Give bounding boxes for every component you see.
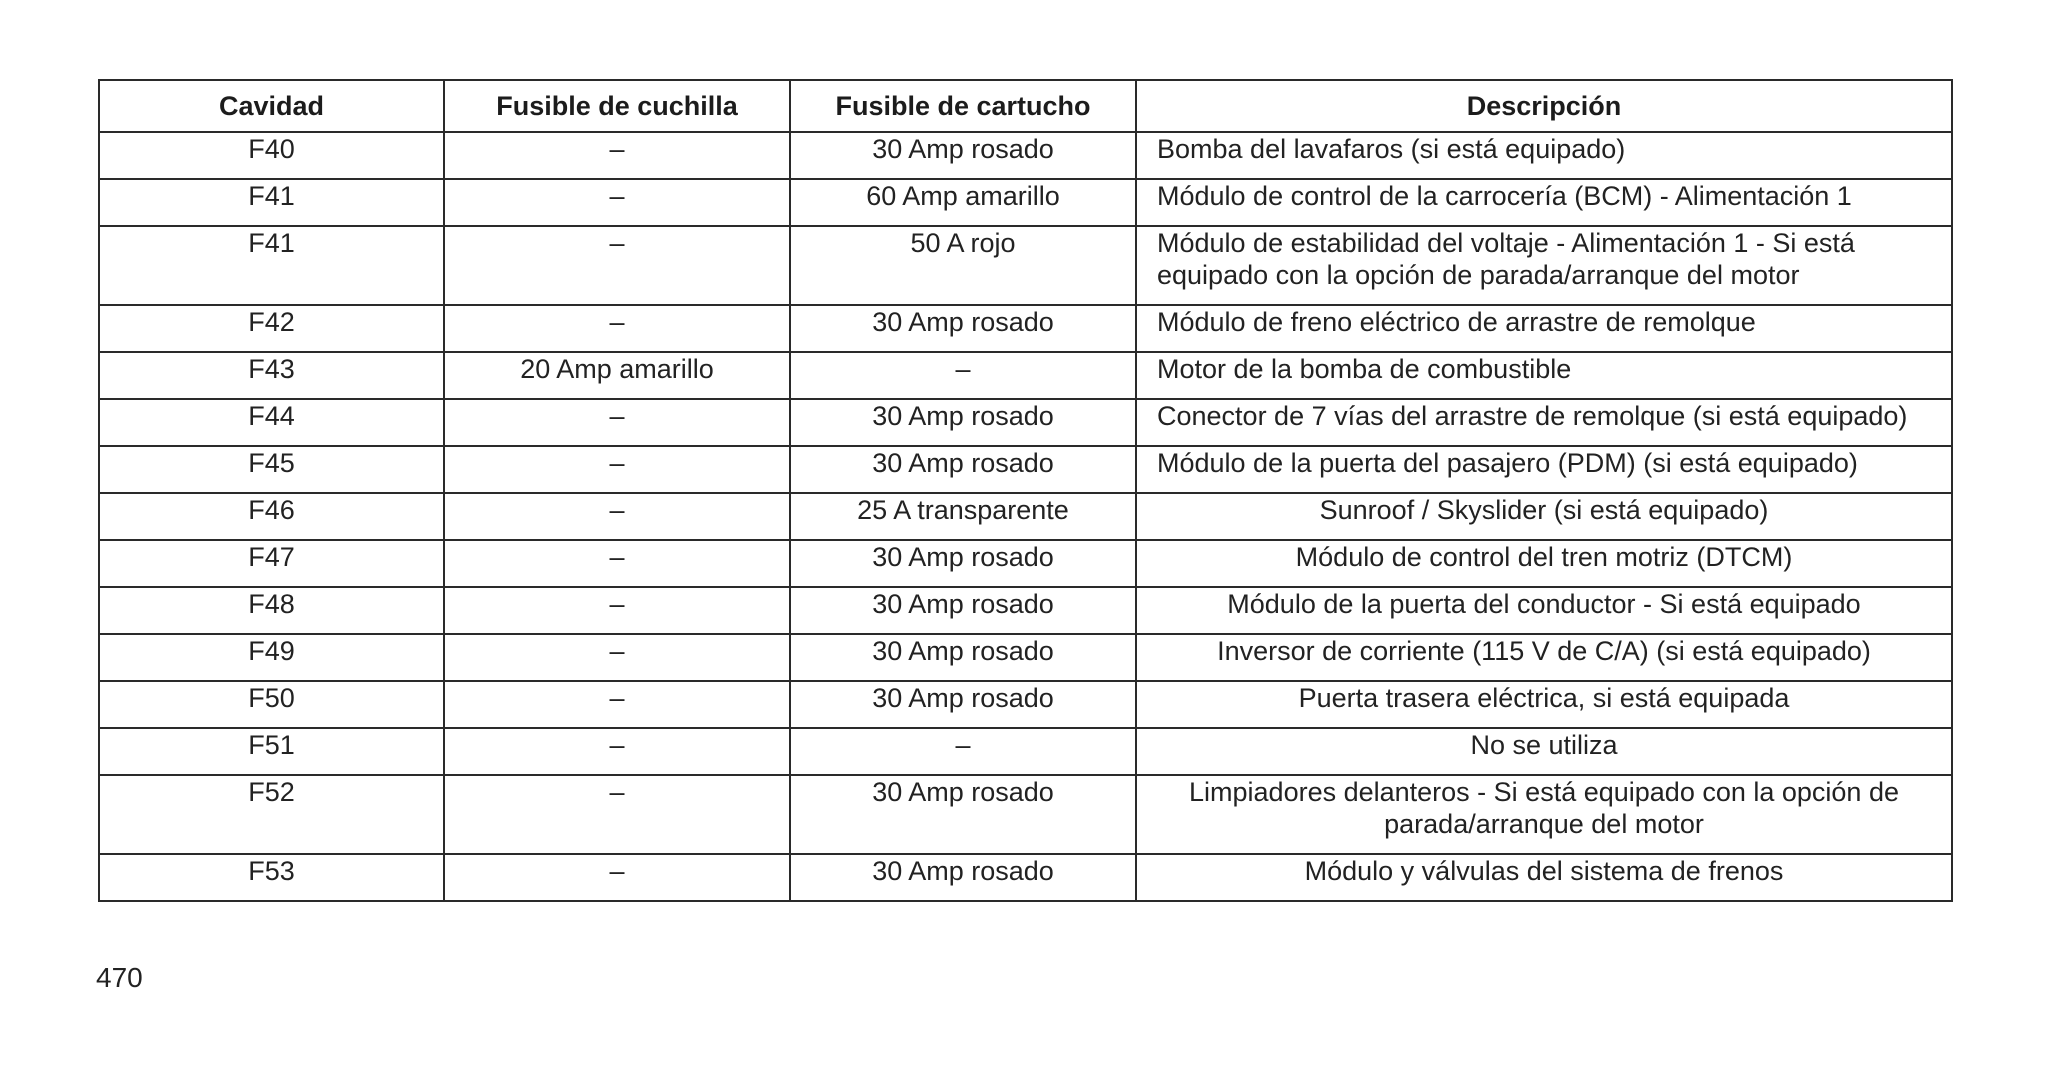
blade-fuse-cell: – [444,179,790,226]
cartridge-fuse-cell: 30 Amp rosado [790,540,1136,587]
cavity-cell: F44 [99,399,444,446]
cavity-cell: F41 [99,226,444,305]
cavity-cell: F49 [99,634,444,681]
table-row [99,305,1952,352]
cavity-cell: F48 [99,587,444,634]
blade-fuse-cell: – [444,493,790,540]
cartridge-fuse-cell: – [790,728,1136,775]
cartridge-fuse-cell: 30 Amp rosado [790,446,1136,493]
table-row [99,493,1952,540]
cavity-cell: F53 [99,854,444,901]
fuse-table [98,79,1953,902]
description-cell: Módulo de control del tren motriz (DTCM) [1136,540,1952,587]
table-row [99,681,1952,728]
description-cell: Módulo y válvulas del sistema de frenos [1136,854,1952,901]
table-row [99,446,1952,493]
blade-fuse-cell: – [444,681,790,728]
header-cavity: Cavidad [99,80,444,132]
cartridge-fuse-cell: 30 Amp rosado [790,305,1136,352]
header-cartridge-fuse: Fusible de cartucho [790,80,1136,132]
cartridge-fuse-cell: 30 Amp rosado [790,399,1136,446]
blade-fuse-cell: – [444,728,790,775]
blade-fuse-cell: – [444,446,790,493]
description-cell: Módulo de estabilidad del voltaje - Alimentación 1 - Si está equipado con la opción de parada/arranque del motor [1136,226,1952,305]
description-cell: No se utiliza [1136,728,1952,775]
description-cell: Sunroof / Skyslider (si está equipado) [1136,493,1952,540]
cartridge-fuse-cell: 30 Amp rosado [790,634,1136,681]
description-cell: Motor de la bomba de combustible [1136,352,1952,399]
description-cell: Limpiadores delanteros - Si está equipado con la opción de parada/arranque del motor [1136,775,1952,854]
blade-fuse-cell: – [444,132,790,179]
blade-fuse-cell: – [444,634,790,681]
cavity-cell: F50 [99,681,444,728]
cartridge-fuse-cell: 30 Amp rosado [790,132,1136,179]
description-cell: Inversor de corriente (115 V de C/A) (si está equipado) [1136,634,1952,681]
description-cell: Módulo de la puerta del pasajero (PDM) (si está equipado) [1136,446,1952,493]
blade-fuse-cell: – [444,854,790,901]
blade-fuse-cell: – [444,540,790,587]
cartridge-fuse-cell: 25 A transparente [790,493,1136,540]
header-blade-fuse: Fusible de cuchilla [444,80,790,132]
table-row [99,728,1952,775]
page-number: 470 [96,962,143,993]
cartridge-fuse-cell: – [790,352,1136,399]
cartridge-fuse-cell: 30 Amp rosado [790,854,1136,901]
cavity-cell: F45 [99,446,444,493]
blade-fuse-cell: – [444,305,790,352]
table-row [99,587,1952,634]
cartridge-fuse-cell: 30 Amp rosado [790,681,1136,728]
description-cell: Bomba del lavafaros (si está equipado) [1136,132,1952,179]
description-cell: Puerta trasera eléctrica, si está equipada [1136,681,1952,728]
cartridge-fuse-cell: 30 Amp rosado [790,587,1136,634]
table-row [99,226,1952,305]
table-row [99,540,1952,587]
blade-fuse-cell: 20 Amp amarillo [444,352,790,399]
cavity-cell: F51 [99,728,444,775]
fuse-table-head [99,80,1952,132]
table-row [99,775,1952,854]
table-row [99,179,1952,226]
header-description: Descripción [1136,80,1952,132]
cartridge-fuse-cell: 30 Amp rosado [790,775,1136,854]
blade-fuse-cell: – [444,399,790,446]
description-cell: Módulo de freno eléctrico de arrastre de remolque [1136,305,1952,352]
cavity-cell: F41 [99,179,444,226]
fuse-table-body [99,132,1952,901]
description-cell: Conector de 7 vías del arrastre de remolque (si está equipado) [1136,399,1952,446]
cavity-cell: F46 [99,493,444,540]
cartridge-fuse-cell: 60 Amp amarillo [790,179,1136,226]
description-cell: Módulo de control de la carrocería (BCM) - Alimentación 1 [1136,179,1952,226]
description-cell: Módulo de la puerta del conductor - Si está equipado [1136,587,1952,634]
cartridge-fuse-cell: 50 A rojo [790,226,1136,305]
blade-fuse-cell: – [444,226,790,305]
table-row [99,352,1952,399]
table-row [99,399,1952,446]
table-row [99,854,1952,901]
blade-fuse-cell: – [444,775,790,854]
cavity-cell: F43 [99,352,444,399]
blade-fuse-cell: – [444,587,790,634]
header-row [99,80,1952,132]
cavity-cell: F40 [99,132,444,179]
cavity-cell: F47 [99,540,444,587]
cavity-cell: F42 [99,305,444,352]
table-row [99,634,1952,681]
cavity-cell: F52 [99,775,444,854]
table-row [99,132,1952,179]
